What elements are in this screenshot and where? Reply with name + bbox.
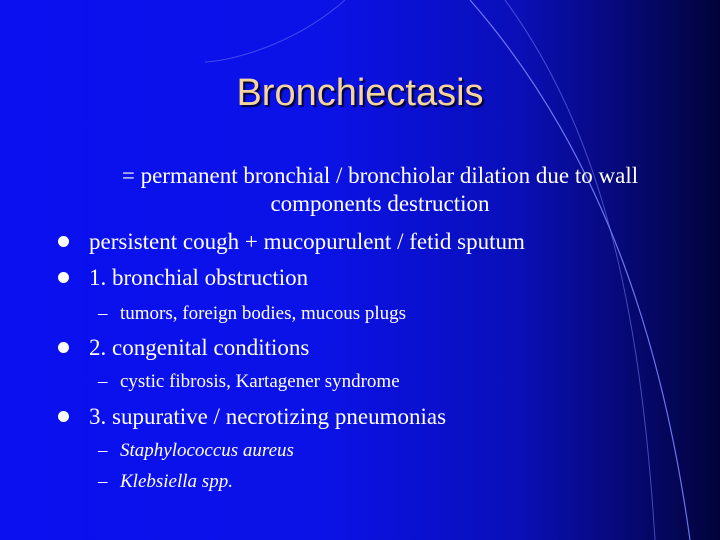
slide-title xyxy=(0,72,720,115)
sub-bullet-item xyxy=(98,469,233,495)
sub-bullet-text: cystic fibrosis, Kartagener syndrome xyxy=(120,371,400,392)
dash-icon: – xyxy=(98,371,108,392)
dash-icon: – xyxy=(98,471,108,492)
bullet-dot-icon xyxy=(58,342,69,353)
slide-title-text: Bronchiectasis xyxy=(236,72,484,114)
sub-bullet-item xyxy=(98,369,400,395)
bullet-item xyxy=(58,264,308,292)
bullet-text: persistent cough + mucopurulent / fetid sputum xyxy=(89,229,525,254)
bullet-text: 2. congenital conditions xyxy=(89,335,310,360)
curve-line-3 xyxy=(205,0,345,62)
bullet-text: 3. supurative / necrotizing pneumonias xyxy=(89,404,447,429)
bullet-item xyxy=(58,228,525,256)
bullet-dot-icon xyxy=(58,272,69,283)
sub-bullet-text: tumors, foreign bodies, mucous plugs xyxy=(120,303,407,324)
bullet-item xyxy=(58,403,446,431)
sub-bullet-text: Klebsiella spp. xyxy=(120,471,233,492)
bullet-dot-icon xyxy=(58,236,69,247)
sub-bullet-text: Staphylococcus aureus xyxy=(120,440,294,461)
bullet-item xyxy=(58,334,309,362)
sub-bullet-item xyxy=(98,438,294,464)
dash-icon: – xyxy=(98,303,108,324)
bullet-text: 1. bronchial obstruction xyxy=(89,265,309,290)
sub-bullet-item xyxy=(98,301,406,327)
dash-icon: – xyxy=(98,440,108,461)
bullet-dot-icon xyxy=(58,411,69,422)
definition-text: = permanent bronchial / bronchiolar dilation due to wall components destruction xyxy=(121,163,639,216)
